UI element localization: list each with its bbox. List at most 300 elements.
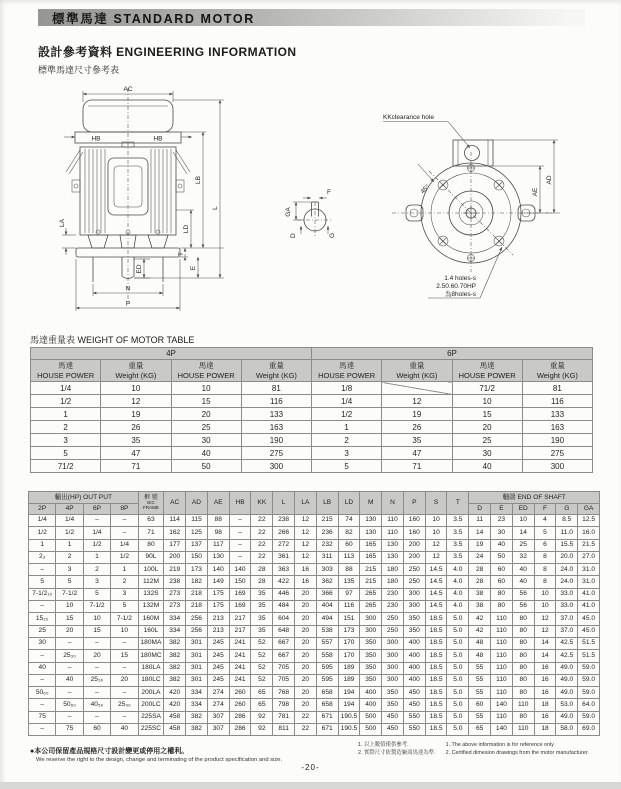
- dim-label-ac: AC: [123, 86, 133, 93]
- kk-clearance-label: KKclearance hole: [383, 114, 434, 121]
- table-cell: –: [56, 687, 83, 699]
- table-cell: 10: [512, 515, 534, 527]
- table-cell: 334: [164, 625, 186, 637]
- table-cell: 350: [382, 699, 404, 711]
- table-cell: 25: [171, 421, 241, 434]
- table-cell: 5.0: [447, 625, 469, 637]
- table-cell: 12: [295, 551, 317, 563]
- table-cell: 1: [56, 539, 83, 551]
- table-cell: 59.0: [578, 674, 600, 686]
- table-cell: 19: [382, 408, 452, 421]
- table-cell: 110: [491, 625, 513, 637]
- table-cell: 75: [56, 724, 83, 736]
- table-cell: 160: [403, 527, 425, 539]
- table-cell: 115: [186, 515, 208, 527]
- table-cell: 5.0: [447, 711, 469, 723]
- table-cell: 2: [83, 564, 110, 576]
- table-cell: 5.0: [447, 613, 469, 625]
- table-cell: 22: [295, 711, 317, 723]
- table-cell: 382: [164, 674, 186, 686]
- table-cell: 24.0: [556, 564, 578, 576]
- col-header-hb: HB: [229, 492, 251, 515]
- table-cell: 35: [251, 588, 273, 600]
- table-cell: 1/2: [31, 395, 101, 408]
- table-cell: 165: [360, 539, 382, 551]
- table-cell: 20: [295, 699, 317, 711]
- table-row: [29, 674, 600, 686]
- table-cell: 200LA: [138, 687, 164, 699]
- table-cell: 60: [338, 539, 360, 551]
- col-header-f: F: [534, 503, 556, 515]
- table-cell: 350: [403, 613, 425, 625]
- table-cell: 33.0: [556, 601, 578, 613]
- table-cell: 110: [491, 687, 513, 699]
- col-header-lb: LB: [316, 492, 338, 515]
- table-cell: 307: [207, 711, 229, 723]
- table-cell: 18: [534, 699, 556, 711]
- table-cell: –: [29, 650, 56, 662]
- table-cell: 59.0: [578, 662, 600, 674]
- table-cell: 180LA: [138, 662, 164, 674]
- table-cell: 450: [403, 687, 425, 699]
- table-cell: 151: [338, 613, 360, 625]
- table-cell: 5: [31, 447, 101, 460]
- table-cell: 311: [316, 551, 338, 563]
- table-cell: 7-1/2: [56, 588, 83, 600]
- table-cell: 81: [241, 382, 311, 395]
- table-cell: –: [83, 687, 110, 699]
- table-cell: 15: [171, 395, 241, 408]
- col-header-s: S: [425, 492, 447, 515]
- table-cell: 12: [382, 395, 452, 408]
- table-cell: –: [29, 601, 56, 613]
- column-header: 馬達 HOUSE POWER: [452, 360, 522, 382]
- table-cell: 132S: [138, 588, 164, 600]
- table-cell: 705: [273, 662, 295, 674]
- table-cell: 5.0: [447, 637, 469, 649]
- table-cell: 16: [534, 711, 556, 723]
- table-cell: 65: [251, 699, 273, 711]
- table-cell: 1: [83, 551, 110, 563]
- table-cell: 250: [382, 613, 404, 625]
- table-cell: –: [56, 711, 83, 723]
- table-cell: 30: [491, 527, 513, 539]
- table-cell: 81: [522, 382, 592, 395]
- table-cell: 250: [403, 576, 425, 588]
- table-cell: 48: [469, 650, 491, 662]
- table-cell: 52: [251, 637, 273, 649]
- table-cell: 80: [512, 613, 534, 625]
- table-cell: 25₃₀: [111, 699, 138, 711]
- table-cell: 5: [56, 576, 83, 588]
- table-cell: 80: [512, 662, 534, 674]
- table-cell: 170: [338, 650, 360, 662]
- table-cell: 130: [360, 515, 382, 527]
- col-header-ld: LD: [338, 492, 360, 515]
- table-cell: 55: [469, 662, 491, 674]
- table-cell: 538: [316, 625, 338, 637]
- table-cell: 130: [382, 551, 404, 563]
- table-cell: 22: [251, 527, 273, 539]
- dim-label-ed: ED: [136, 264, 143, 274]
- table-cell: 3.5: [447, 515, 469, 527]
- table-cell: 350: [360, 662, 382, 674]
- col-header-p: P: [403, 492, 425, 515]
- col-header-ga: GA: [578, 503, 600, 515]
- table-cell: 245: [207, 674, 229, 686]
- table-cell: 40: [512, 564, 534, 576]
- table-row: [29, 576, 600, 588]
- table-cell: 50₆₀: [56, 699, 83, 711]
- table-cell: 110: [512, 724, 534, 736]
- table-cell: 420: [164, 687, 186, 699]
- table-cell: 110: [382, 527, 404, 539]
- table-cell: 10: [425, 515, 447, 527]
- table-cell: 12: [295, 539, 317, 551]
- table-cell: 22: [251, 515, 273, 527]
- table-cell: 595: [316, 662, 338, 674]
- table-cell: [382, 382, 452, 395]
- table-cell: 133: [241, 408, 311, 421]
- dim-label-ae: AE: [532, 187, 539, 197]
- table-cell: 10: [452, 395, 522, 408]
- table-cell: 18.5: [425, 625, 447, 637]
- table-cell: 16: [534, 662, 556, 674]
- table-cell: 4: [534, 515, 556, 527]
- table-cell: 4.0: [447, 588, 469, 600]
- table-cell: 5.0: [447, 687, 469, 699]
- table-cell: 18.5: [425, 637, 447, 649]
- table-cell: 40: [512, 576, 534, 588]
- table-cell: 12: [101, 395, 171, 408]
- table-cell: 256: [186, 625, 208, 637]
- table-cell: 20: [295, 613, 317, 625]
- table-cell: 2₃: [29, 551, 56, 563]
- table-cell: 217: [229, 613, 251, 625]
- table-cell: 35: [251, 601, 273, 613]
- table-cell: 55: [469, 674, 491, 686]
- table-cell: 450: [403, 699, 425, 711]
- table-cell: 163: [522, 421, 592, 434]
- dim-label-p: P: [125, 300, 131, 308]
- table-cell: 150: [186, 551, 208, 563]
- table-cell: 272: [273, 539, 295, 551]
- table-cell: 18.5: [425, 699, 447, 711]
- table-cell: 265: [360, 601, 382, 613]
- col-header-t: T: [447, 492, 469, 515]
- dim-label-hb-left: HB: [91, 135, 101, 143]
- table-cell: 42.5: [556, 637, 578, 649]
- table-cell: 116: [522, 395, 592, 408]
- table-cell: 25: [452, 434, 522, 447]
- dim-label-t: T: [178, 252, 185, 256]
- table-cell: 217: [229, 625, 251, 637]
- col-header-d: D: [469, 503, 491, 515]
- table-row: [31, 421, 593, 434]
- dim-label-ga: GA: [285, 207, 292, 217]
- table-cell: 558: [316, 650, 338, 662]
- table-cell: 400: [403, 650, 425, 662]
- table-cell: 363: [273, 564, 295, 576]
- table-cell: 1/4: [83, 527, 110, 539]
- table-row: [31, 434, 593, 447]
- table-cell: 3: [31, 434, 101, 447]
- dim-label-g: G: [329, 232, 336, 238]
- table-cell: 500: [360, 711, 382, 723]
- table-cell: 273: [164, 601, 186, 613]
- table-cell: 14.5: [425, 588, 447, 600]
- table-cell: 35: [101, 434, 171, 447]
- shaft-header: 軸端 END OF SHAFT: [469, 492, 600, 504]
- table-cell: 250: [403, 564, 425, 576]
- table-cell: 275: [241, 447, 311, 460]
- table-cell: 10: [56, 601, 83, 613]
- table-cell: 71: [101, 460, 171, 473]
- table-cell: 18.5: [425, 613, 447, 625]
- table-cell: 56: [512, 588, 534, 600]
- table-cell: 71: [382, 460, 452, 473]
- section-heading: 設計參考資料 ENGINEERING INFORMATION: [38, 45, 297, 59]
- table-cell: 97: [338, 588, 360, 600]
- table-cell: 200: [403, 551, 425, 563]
- table-cell: 2: [56, 551, 83, 563]
- output-header: 輸出(HP) OUT PUT: [29, 492, 139, 504]
- table-cell: 705: [273, 674, 295, 686]
- table-cell: 241: [229, 637, 251, 649]
- table-row: [29, 539, 600, 551]
- table-cell: 218: [186, 601, 208, 613]
- table-cell: 160M: [138, 613, 164, 625]
- table-cell: 69.0: [578, 724, 600, 736]
- table-cell: 494: [316, 613, 338, 625]
- table-cell: 12: [295, 515, 317, 527]
- table-cell: 25₃₀: [56, 650, 83, 662]
- table-cell: 35: [382, 434, 452, 447]
- table-cell: 1: [31, 408, 101, 421]
- table-row: [31, 408, 593, 421]
- table-row: [31, 348, 593, 360]
- table-cell: 52: [251, 674, 273, 686]
- table-cell: 71/2: [31, 460, 101, 473]
- table-cell: 42: [469, 613, 491, 625]
- table-cell: 300: [382, 637, 404, 649]
- table-cell: 14.5: [425, 564, 447, 576]
- table-row: [31, 395, 593, 408]
- table-cell: 63: [138, 515, 164, 527]
- motor-side-view-diagram: [58, 80, 308, 330]
- table-cell: 500: [360, 724, 382, 736]
- table-cell: 781: [273, 711, 295, 723]
- reservation-note-zh: ●本公司保留產品規格尺寸設計變更或停用之權利。: [30, 748, 189, 755]
- table-cell: 300: [522, 460, 592, 473]
- angle-label: 45°: [419, 183, 432, 196]
- table-cell: 28: [251, 576, 273, 588]
- table-cell: 65: [469, 724, 491, 736]
- table-row: [29, 724, 600, 736]
- table-cell: 658: [316, 687, 338, 699]
- table-cell: 671: [316, 711, 338, 723]
- column-header: 馬達 HOUSE POWER: [312, 360, 382, 382]
- table-cell: 3.5: [447, 551, 469, 563]
- table-cell: 350: [382, 687, 404, 699]
- table-row: [29, 551, 600, 563]
- table-cell: 20: [56, 625, 83, 637]
- table-cell: 5: [312, 460, 382, 473]
- table-cell: 32: [512, 551, 534, 563]
- table-cell: 658: [316, 699, 338, 711]
- table-cell: 50: [171, 460, 241, 473]
- table-cell: 88: [338, 564, 360, 576]
- col-header-4p: 4P: [56, 503, 83, 515]
- table-cell: 26: [382, 421, 452, 434]
- table-cell: 177: [164, 539, 186, 551]
- table-cell: 1/2: [111, 551, 138, 563]
- table-cell: 213: [207, 613, 229, 625]
- table-cell: 301: [186, 650, 208, 662]
- table-cell: 59.0: [578, 687, 600, 699]
- col-header-la: LA: [295, 492, 317, 515]
- dim-label-f: F: [327, 189, 331, 196]
- table-cell: 300: [360, 625, 382, 637]
- table-cell: 60: [469, 699, 491, 711]
- group-header-4p: 4P: [31, 348, 312, 360]
- table-cell: 40: [171, 447, 241, 460]
- dim-label-e: E: [190, 265, 197, 271]
- table-cell: 4.0: [447, 601, 469, 613]
- table-cell: 20: [295, 637, 317, 649]
- table-cell: 12.5: [578, 515, 600, 527]
- table-cell: –: [111, 527, 138, 539]
- table-cell: 180MC: [138, 650, 164, 662]
- table-cell: 110: [491, 613, 513, 625]
- table-cell: 11: [469, 515, 491, 527]
- table-cell: 125: [186, 527, 208, 539]
- table-cell: 169: [229, 588, 251, 600]
- table-cell: 1: [312, 421, 382, 434]
- table-cell: 18.5: [425, 674, 447, 686]
- table-cell: 160L: [138, 625, 164, 637]
- reference-notes: [358, 741, 589, 757]
- table-row: [31, 382, 593, 395]
- table-cell: 350: [360, 637, 382, 649]
- page-title: 標準馬達 STANDARD MOTOR: [52, 11, 255, 26]
- table-row: [29, 564, 600, 576]
- table-cell: 140: [207, 564, 229, 576]
- table-cell: 24.0: [556, 576, 578, 588]
- table-cell: 110: [491, 662, 513, 674]
- table-cell: 361: [273, 551, 295, 563]
- table-cell: 15: [452, 408, 522, 421]
- table-cell: 446: [273, 588, 295, 600]
- table-cell: 230: [382, 588, 404, 600]
- table-cell: 256: [186, 613, 208, 625]
- table-cell: 3: [111, 588, 138, 600]
- dim-label-ad: AD: [546, 175, 553, 185]
- table-cell: –: [56, 662, 83, 674]
- table-cell: 404: [316, 601, 338, 613]
- table-cell: 382: [164, 662, 186, 674]
- table-cell: 2: [312, 434, 382, 447]
- table-cell: 31.0: [578, 576, 600, 588]
- table-cell: 173: [186, 564, 208, 576]
- table-cell: 7-1/2₁₀: [29, 588, 56, 600]
- table-cell: 10: [425, 527, 447, 539]
- table-cell: 1/4: [29, 515, 56, 527]
- table-cell: 35: [251, 625, 273, 637]
- table-cell: 49.0: [556, 674, 578, 686]
- table-cell: 334: [186, 687, 208, 699]
- table-cell: 350: [403, 625, 425, 637]
- table-cell: 245: [207, 662, 229, 674]
- table-cell: 114: [164, 515, 186, 527]
- table-cell: 20: [111, 674, 138, 686]
- table-cell: 5.0: [447, 699, 469, 711]
- table-row: [29, 613, 600, 625]
- table-cell: 232: [316, 539, 338, 551]
- table-cell: 60: [83, 724, 110, 736]
- table-cell: 215: [316, 515, 338, 527]
- table-cell: 190: [522, 434, 592, 447]
- table-cell: 245: [207, 637, 229, 649]
- table-cell: 80: [512, 625, 534, 637]
- table-cell: 5.0: [447, 674, 469, 686]
- table-cell: 19: [469, 539, 491, 551]
- page-number: -20-: [301, 763, 320, 772]
- table-cell: 8.5: [556, 515, 578, 527]
- table-cell: 113: [338, 551, 360, 563]
- table-cell: 1/4: [31, 382, 101, 395]
- table-cell: –: [56, 637, 83, 649]
- table-cell: 12: [425, 539, 447, 551]
- table-cell: 140: [491, 724, 513, 736]
- table-cell: 15: [56, 613, 83, 625]
- table-cell: 8: [534, 564, 556, 576]
- table-cell: 604: [273, 613, 295, 625]
- table-cell: 180MA: [138, 637, 164, 649]
- table-cell: –: [111, 515, 138, 527]
- table-cell: 40: [29, 662, 56, 674]
- table-cell: 450: [382, 724, 404, 736]
- page-title-band: [38, 9, 585, 26]
- table-row: [29, 650, 600, 662]
- col-header-g: G: [556, 503, 578, 515]
- table-row: [29, 601, 600, 613]
- table-cell: 82: [338, 527, 360, 539]
- table-cell: 458: [164, 711, 186, 723]
- table-cell: 49.0: [556, 711, 578, 723]
- table-cell: 116: [241, 395, 311, 408]
- table-cell: 110: [491, 674, 513, 686]
- reservation-note-en: We reserve the right to the design, change and terminating of the product specification and size.: [36, 757, 283, 763]
- table-row: [29, 699, 600, 711]
- table-cell: 49.0: [556, 687, 578, 699]
- table-cell: 7-1/2: [111, 613, 138, 625]
- table-cell: 40: [56, 674, 83, 686]
- table-cell: 286: [229, 711, 251, 723]
- table-cell: 150: [229, 576, 251, 588]
- dim-label-l: L: [212, 206, 219, 210]
- table-cell: 80: [491, 588, 513, 600]
- dim-label-ld: LD: [183, 224, 190, 234]
- table-cell: 595: [316, 674, 338, 686]
- table-cell: 20.0: [556, 551, 578, 563]
- table-cell: 48: [469, 637, 491, 649]
- table-cell: 400: [403, 674, 425, 686]
- group-header-6p: 6P: [312, 348, 593, 360]
- weight-table: [30, 347, 593, 473]
- table-cell: 18.5: [425, 650, 447, 662]
- table-row: [29, 588, 600, 600]
